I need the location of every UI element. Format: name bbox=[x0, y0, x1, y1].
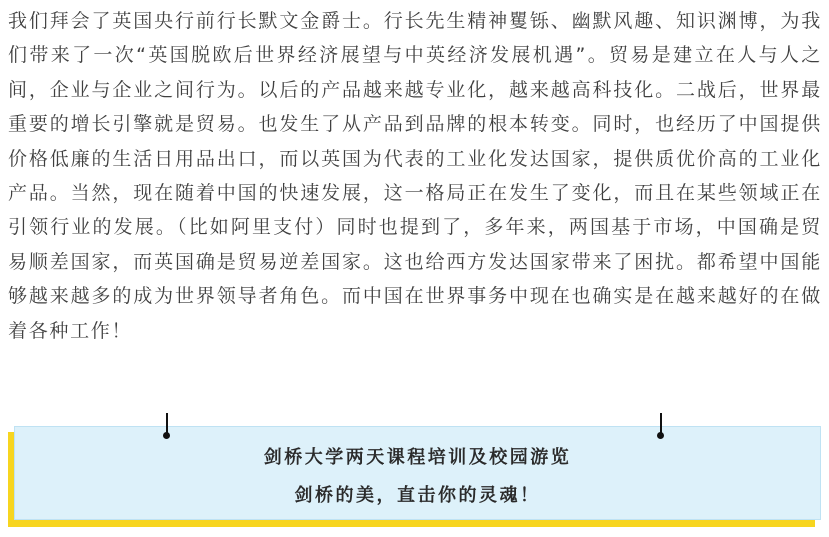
banner-title: 剑桥大学两天课程培训及校园游览 bbox=[263, 447, 572, 468]
article-paragraph: 我们拜会了英国央行前行长默文金爵士。行长先生精神矍铄、幽默风趣、知识渊博，为我们带来了一次“英国脱欧后世界经济展望与中英经济发展机遇”。贸易是建立在人与人之间，企业与企业之间行为。以后的产品越来越专业化，越来越高科技化。二战后，世界最重要的增长引擎就是贸易。也发生了从产品到品牌的根本转变。同时，也经历了中国提供价格低廉的生活日用品出口，而以英国为代表的工业化发达国家，提供质优价高的工业化产品。当然，现在随着中国的快速发展，这一格局正在发生了变化，而且在某些领域正在引领行业的发展。（比如阿里支付）同时也提到了，多年来，两国基于市场，中国确是贸易顺差国家，而英国确是贸易逆差国家。这也给西方发达国家带来了困扰。都希望中国能够越来越多的成为世界领导者角色。而中国在世界事务中现在也确实是在越来越好的在做着各种工作！ bbox=[8, 10, 822, 342]
promo-banner bbox=[8, 426, 821, 527]
left-pin-dot bbox=[163, 432, 170, 439]
banner-subtitle: 剑桥的美，直击你的灵魂！ bbox=[294, 485, 541, 506]
right-pin-dot bbox=[657, 432, 664, 439]
